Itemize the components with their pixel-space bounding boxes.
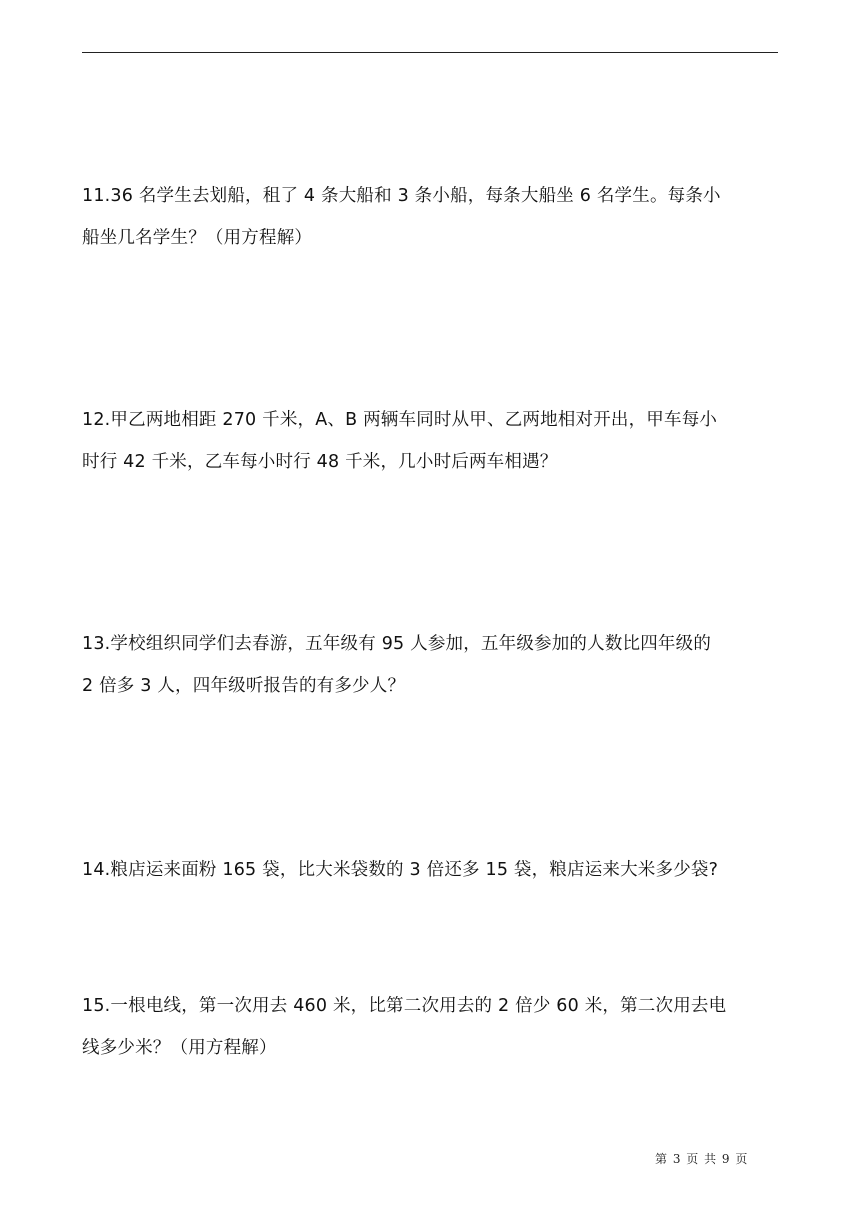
problem-13-line-2: 2 倍多 3 人，四年级听报告的有多少人？ <box>82 676 406 696</box>
problem-12-line-2: 时行 42 千米，乙车每小时行 48 千米，几小时后两车相遇？ <box>82 452 558 472</box>
problem-11-line-2: 船坐几名学生？（用方程解） <box>82 228 313 248</box>
problem-15 <box>82 985 782 1069</box>
problem-15-line-2: 线多少米？（用方程解） <box>82 1038 277 1058</box>
problem-14-line-1: 14.粮店运来面粉 165 袋，比大米袋数的 3 倍还多 15 袋，粮店运来大米多少袋? <box>82 860 719 880</box>
page-number-footer: 第 3 页 共 9 页 <box>655 1152 749 1166</box>
problem-12-line-1: 12.甲乙两地相距 270 千米，A、B 两辆车同时从甲、乙两地相对开出，甲车每小 <box>82 410 718 430</box>
problem-15-line-1: 15.一根电线，第一次用去 460 米，比第二次用去的 2 倍少 60 米，第二次用去电 <box>82 996 727 1016</box>
problem-13-line-1: 13.学校组织同学们去春游，五年级有 95 人参加，五年级参加的人数比四年级的 <box>82 634 712 654</box>
problem-12 <box>82 399 782 483</box>
problem-13 <box>82 623 782 707</box>
problem-11-line-1: 11.36 名学生去划船，租了 4 条大船和 3 条小船，每条大船坐 6 名学生。每条小 <box>82 186 721 206</box>
problem-11 <box>82 175 782 259</box>
header-rule <box>82 52 778 53</box>
problem-14 <box>82 849 782 891</box>
